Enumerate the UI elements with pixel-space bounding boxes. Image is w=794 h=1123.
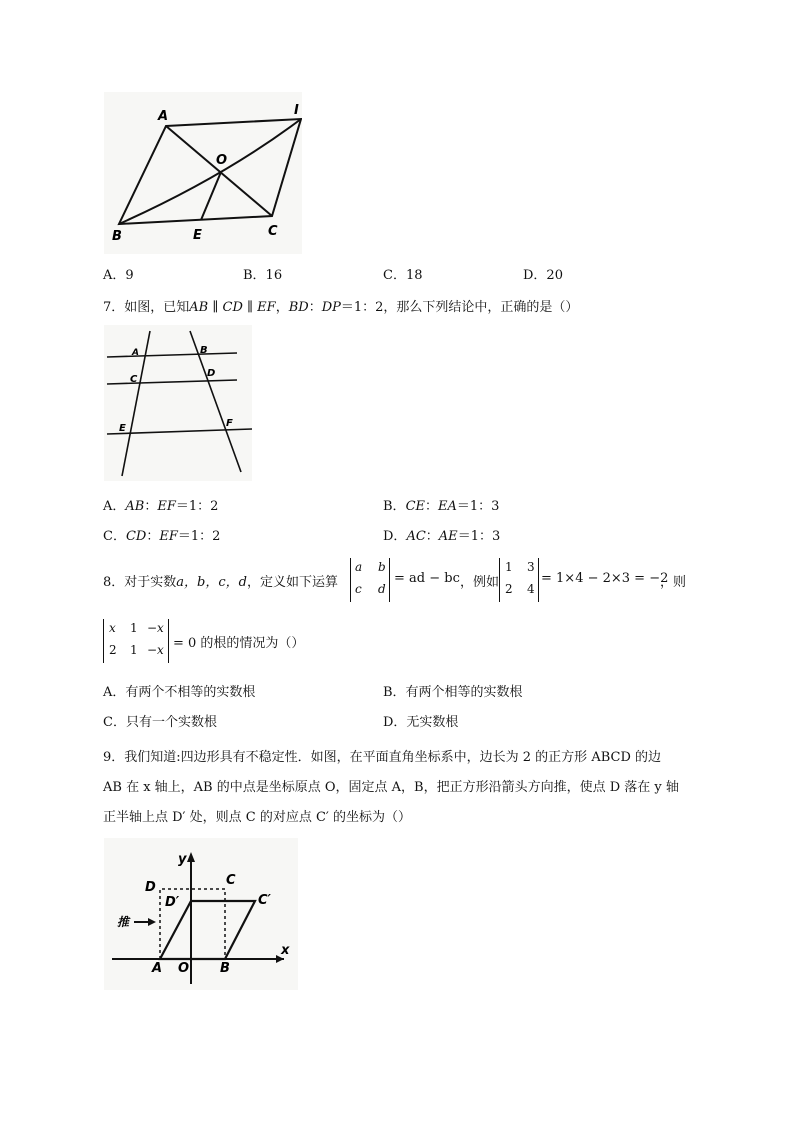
q8-vars: a，b，c，d: [176, 575, 247, 590]
q7-label-e: E: [119, 423, 126, 434]
q7-stem-ef: EF: [257, 300, 276, 315]
q8-determinant-equation: x 1 −x 2 1 −x: [103, 619, 169, 663]
q7-option-c: C．CD：EF＝1：2: [103, 529, 221, 544]
q7-stem-bd: BD: [288, 300, 309, 315]
q9-push-arrow-icon: [148, 918, 156, 926]
q8-stem-prefix: 8．对于实数a，b，c，d，定义如下运算: [103, 575, 338, 590]
q9-y-arrow-icon: [187, 852, 195, 862]
q8-equation-tail: = 0 的根的情况为（）: [173, 636, 305, 651]
q6-diagonal-ac: [166, 126, 272, 216]
q7-line-cd: [107, 380, 237, 384]
q7-stem-prefix: 7．如图，已知: [103, 300, 190, 315]
q8-example-result: = 1×4 − 2×3 = −2: [541, 571, 669, 586]
q7-label-a: A: [132, 348, 139, 358]
q9-line-1: 9．我们知道:四边形具有不稳定性．如图，在平面直角坐标系中，边长为 2 的正方形 ABCD 的边: [103, 750, 662, 765]
q6-label-o: O: [216, 153, 228, 168]
q8-determinant-definition: a b c d: [350, 558, 390, 602]
q8-option-b: B．有两个相等的实数根: [383, 685, 523, 700]
q7-stem: [103, 296, 578, 315]
q7-stem-parallel-2: ∥: [242, 300, 258, 315]
q7-stem-ab: AB: [189, 300, 209, 315]
q7-option-d: D．AC：AE＝1：3: [383, 529, 501, 544]
q6-option-a: A．9: [103, 268, 134, 283]
q7-transversal-right: [190, 331, 241, 472]
q8-then: ，则: [660, 575, 687, 590]
q6-label-a: A: [158, 109, 169, 124]
q8-definition-result: = ad − bc: [394, 571, 460, 586]
q7-label-f: F: [226, 418, 233, 429]
q7-line-ab: [107, 353, 237, 357]
q9-label-o: O: [178, 961, 190, 976]
q6-option-d: D．20: [523, 268, 563, 283]
q7-label-d: D: [207, 368, 216, 379]
q9-label-d-prime: D′: [165, 895, 180, 910]
q7-line-ef: [107, 429, 252, 434]
q7-option-a: A．AB：EF＝1：2: [103, 499, 219, 514]
q7-stem-colon: ：: [308, 300, 322, 315]
q8-option-d: D．无实数根: [383, 715, 459, 730]
q9-label-b: B: [220, 961, 230, 976]
q6-segment-oe: [201, 172, 221, 220]
q9-label-push: 推: [117, 915, 130, 929]
q6-label-b: B: [112, 229, 122, 244]
q7-stem-cd: CD: [222, 300, 243, 315]
q9-label-c-prime: C′: [258, 893, 271, 908]
q6-figure: [104, 92, 302, 254]
q9-label-a: A: [152, 961, 163, 976]
q6-label-e: E: [193, 228, 202, 243]
q9-figure-svg: [104, 838, 298, 990]
q7-label-c: C: [130, 374, 138, 385]
q7-stem-dp: DP: [321, 300, 341, 315]
q6-label-c: C: [268, 224, 278, 239]
q8-option-a: A．有两个不相等的实数根: [103, 685, 256, 700]
q6-parallelogram: [119, 119, 301, 224]
q9-label-x: x: [281, 943, 290, 958]
q7-stem-parallel-1: ∥: [208, 300, 223, 315]
q9-line-3: 正半轴上点 D′ 处，则点 C 的对应点 C′ 的坐标为（）: [103, 810, 412, 825]
q7-stem-ratio: ＝1：2，那么下列结论中，正确的是（）: [340, 300, 579, 315]
q6-option-b: B．16: [243, 268, 283, 283]
q6-label-i: I: [294, 103, 299, 118]
q7-figure: [104, 325, 252, 481]
q6-figure-svg: [104, 92, 302, 254]
q9-figure: [104, 838, 298, 990]
q7-label-b: B: [200, 345, 208, 356]
q7-figure-svg: [104, 325, 252, 481]
q9-label-c: C: [226, 873, 236, 888]
q9-label-d: D: [145, 880, 156, 895]
q6-option-c: C．18: [383, 268, 423, 283]
q8-determinant-example: 1 3 2 4: [499, 558, 539, 602]
q9-label-y: y: [178, 852, 187, 867]
q8-example-label: ，例如: [460, 575, 500, 590]
q7-option-b: B．CE：EA＝1：3: [383, 499, 500, 514]
q7-stem-comma: ，: [275, 300, 289, 315]
q9-line-2: AB 在 x 轴上，AB 的中点是坐标原点 O，固定点 A，B，把正方形沿箭头方向推，使点 D 落在 y 轴: [103, 780, 679, 795]
q8-option-c: C．只有一个实数根: [103, 715, 217, 730]
